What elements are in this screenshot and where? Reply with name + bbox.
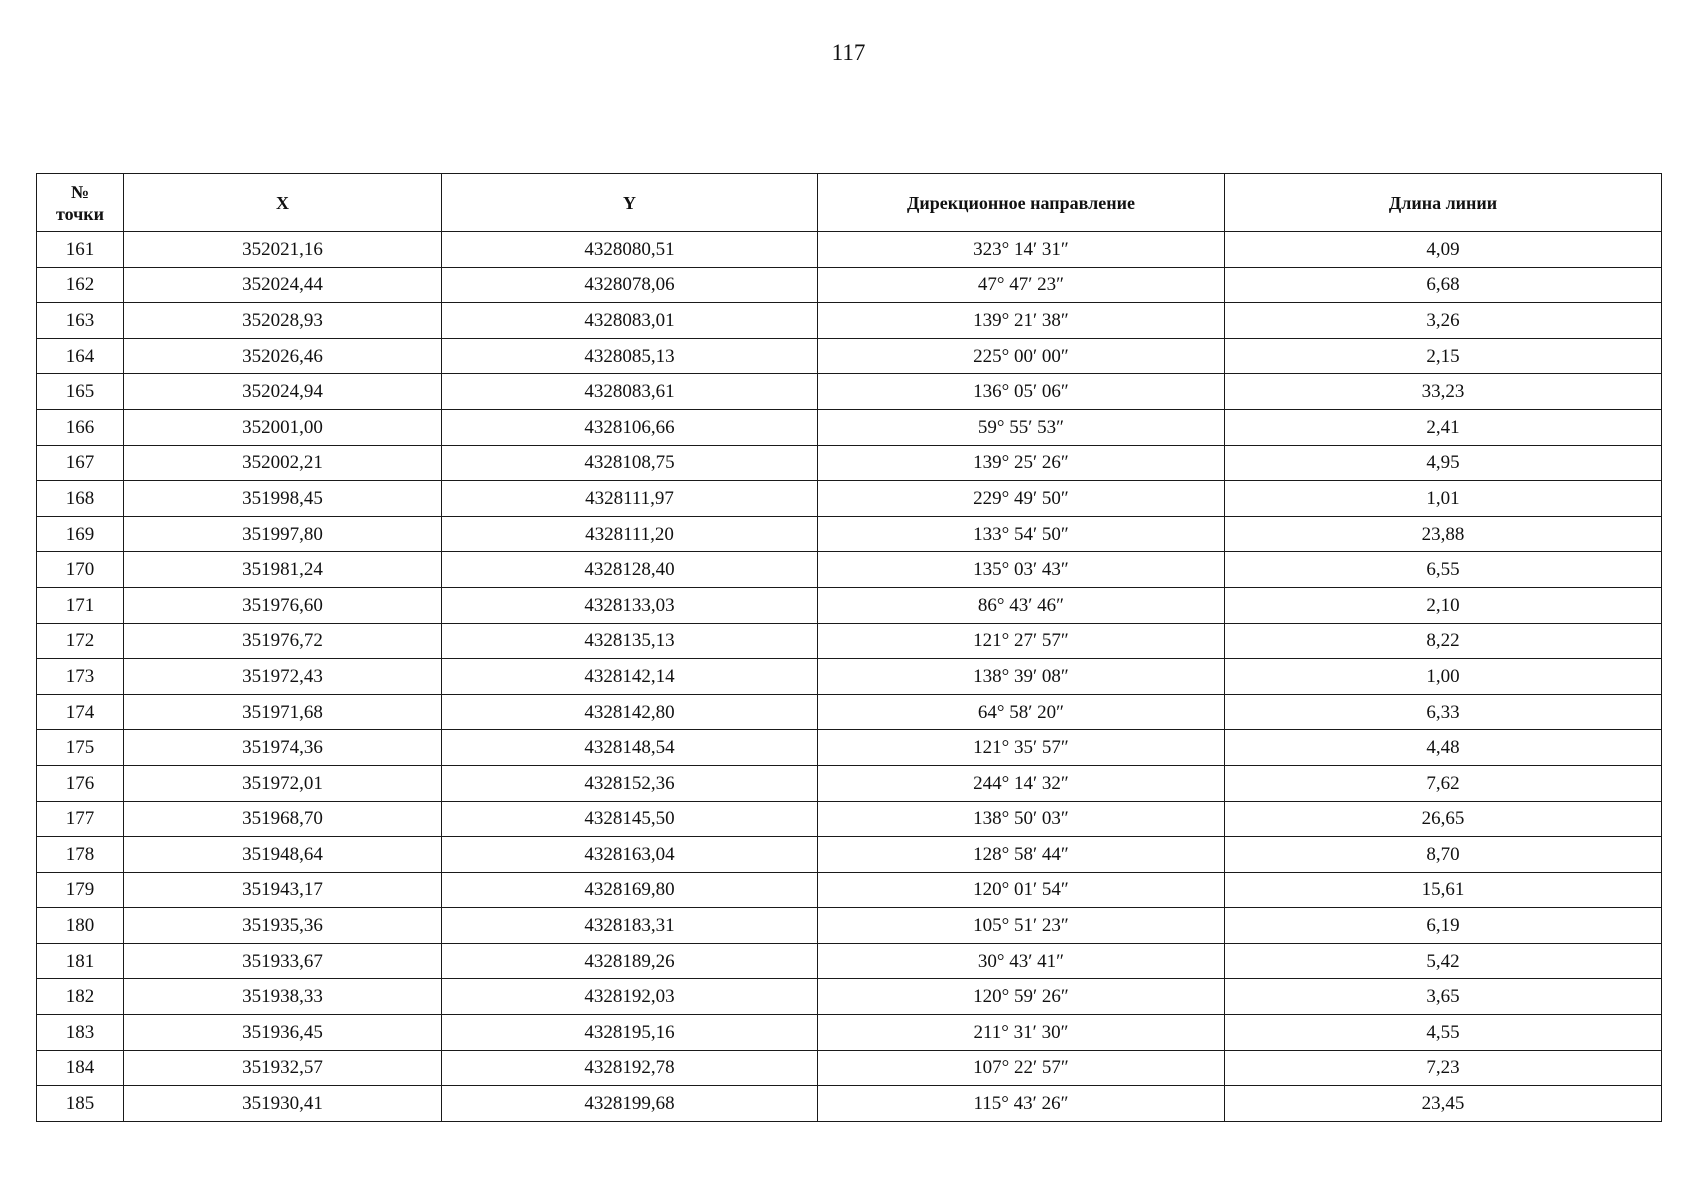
cell-x: 352024,94 [124, 374, 442, 410]
cell-y: 4328163,04 [442, 837, 818, 873]
cell-x: 351998,45 [124, 481, 442, 517]
table-row [37, 587, 1662, 623]
cell-length: 7,23 [1225, 1050, 1662, 1086]
cell-direction: 136° 05′ 06″ [818, 374, 1225, 410]
cell-point-number: 176 [37, 765, 124, 801]
cell-point-number: 162 [37, 267, 124, 303]
cell-direction: 225° 00′ 00″ [818, 338, 1225, 374]
cell-length: 4,48 [1225, 730, 1662, 766]
cell-direction: 64° 58′ 20″ [818, 694, 1225, 730]
cell-length: 7,62 [1225, 765, 1662, 801]
table-row [37, 552, 1662, 588]
cell-direction: 120° 59′ 26″ [818, 979, 1225, 1015]
cell-x: 351971,68 [124, 694, 442, 730]
table-row [37, 730, 1662, 766]
cell-direction: 135° 03′ 43″ [818, 552, 1225, 588]
cell-point-number: 164 [37, 338, 124, 374]
cell-y: 4328195,16 [442, 1015, 818, 1051]
cell-x: 351948,64 [124, 837, 442, 873]
cell-point-number: 171 [37, 587, 124, 623]
table-row [37, 908, 1662, 944]
cell-length: 1,00 [1225, 659, 1662, 695]
cell-x: 351943,17 [124, 872, 442, 908]
cell-length: 3,65 [1225, 979, 1662, 1015]
cell-x: 351976,60 [124, 587, 442, 623]
cell-y: 4328192,03 [442, 979, 818, 1015]
cell-x: 351933,67 [124, 943, 442, 979]
cell-direction: 138° 50′ 03″ [818, 801, 1225, 837]
cell-y: 4328142,14 [442, 659, 818, 695]
cell-point-number: 182 [37, 979, 124, 1015]
cell-y: 4328152,36 [442, 765, 818, 801]
header-point-number: № точки [37, 174, 124, 232]
cell-point-number: 166 [37, 409, 124, 445]
cell-direction: 115° 43′ 26″ [818, 1086, 1225, 1122]
table-row [37, 943, 1662, 979]
cell-y: 4328169,80 [442, 872, 818, 908]
table-row [37, 303, 1662, 339]
cell-x: 351935,36 [124, 908, 442, 944]
table-row [37, 1086, 1662, 1122]
table-row [37, 979, 1662, 1015]
table-row [37, 374, 1662, 410]
cell-y: 4328189,26 [442, 943, 818, 979]
cell-y: 4328192,78 [442, 1050, 818, 1086]
cell-length: 5,42 [1225, 943, 1662, 979]
cell-y: 4328142,80 [442, 694, 818, 730]
cell-point-number: 185 [37, 1086, 124, 1122]
header-length: Длина линии [1225, 174, 1662, 232]
cell-length: 23,88 [1225, 516, 1662, 552]
table-row [37, 659, 1662, 695]
cell-x: 351932,57 [124, 1050, 442, 1086]
cell-length: 15,61 [1225, 872, 1662, 908]
cell-length: 23,45 [1225, 1086, 1662, 1122]
cell-length: 6,33 [1225, 694, 1662, 730]
cell-y: 4328148,54 [442, 730, 818, 766]
cell-x: 351930,41 [124, 1086, 442, 1122]
header-x: X [124, 174, 442, 232]
cell-point-number: 168 [37, 481, 124, 517]
cell-direction: 30° 43′ 41″ [818, 943, 1225, 979]
cell-length: 26,65 [1225, 801, 1662, 837]
cell-y: 4328083,61 [442, 374, 818, 410]
table-row [37, 1050, 1662, 1086]
cell-point-number: 169 [37, 516, 124, 552]
cell-length: 4,55 [1225, 1015, 1662, 1051]
cell-direction: 120° 01′ 54″ [818, 872, 1225, 908]
table-row [37, 267, 1662, 303]
cell-point-number: 165 [37, 374, 124, 410]
cell-y: 4328128,40 [442, 552, 818, 588]
cell-direction: 121° 27′ 57″ [818, 623, 1225, 659]
cell-point-number: 174 [37, 694, 124, 730]
cell-y: 4328085,13 [442, 338, 818, 374]
cell-y: 4328083,01 [442, 303, 818, 339]
cell-y: 4328078,06 [442, 267, 818, 303]
table-row [37, 409, 1662, 445]
cell-y: 4328111,20 [442, 516, 818, 552]
page-number: 117 [831, 40, 866, 65]
table-header-row [37, 174, 1662, 232]
cell-x: 351972,43 [124, 659, 442, 695]
table-body [37, 232, 1662, 1122]
cell-direction: 139° 21′ 38″ [818, 303, 1225, 339]
cell-direction: 47° 47′ 23″ [818, 267, 1225, 303]
cell-y: 4328133,03 [442, 587, 818, 623]
cell-length: 33,23 [1225, 374, 1662, 410]
cell-length: 1,01 [1225, 481, 1662, 517]
cell-direction: 244° 14′ 32″ [818, 765, 1225, 801]
cell-x: 351976,72 [124, 623, 442, 659]
cell-point-number: 179 [37, 872, 124, 908]
cell-x: 352001,00 [124, 409, 442, 445]
cell-y: 4328199,68 [442, 1086, 818, 1122]
cell-length: 3,26 [1225, 303, 1662, 339]
cell-length: 6,68 [1225, 267, 1662, 303]
cell-point-number: 173 [37, 659, 124, 695]
table-row [37, 872, 1662, 908]
cell-point-number: 172 [37, 623, 124, 659]
cell-x: 351968,70 [124, 801, 442, 837]
table-row [37, 694, 1662, 730]
cell-y: 4328145,50 [442, 801, 818, 837]
cell-direction: 138° 39′ 08″ [818, 659, 1225, 695]
cell-y: 4328111,97 [442, 481, 818, 517]
cell-x: 351981,24 [124, 552, 442, 588]
table-row [37, 516, 1662, 552]
cell-point-number: 163 [37, 303, 124, 339]
cell-x: 352024,44 [124, 267, 442, 303]
cell-direction: 133° 54′ 50″ [818, 516, 1225, 552]
cell-x: 351972,01 [124, 765, 442, 801]
cell-length: 2,41 [1225, 409, 1662, 445]
cell-direction: 59° 55′ 53″ [818, 409, 1225, 445]
cell-point-number: 180 [37, 908, 124, 944]
cell-direction: 323° 14′ 31″ [818, 232, 1225, 268]
cell-length: 8,70 [1225, 837, 1662, 873]
cell-x: 351974,36 [124, 730, 442, 766]
cell-point-number: 181 [37, 943, 124, 979]
cell-y: 4328183,31 [442, 908, 818, 944]
cell-direction: 211° 31′ 30″ [818, 1015, 1225, 1051]
table-row [37, 837, 1662, 873]
cell-length: 2,15 [1225, 338, 1662, 374]
cell-length: 2,10 [1225, 587, 1662, 623]
table-row [37, 1015, 1662, 1051]
cell-x: 352028,93 [124, 303, 442, 339]
table-row [37, 338, 1662, 374]
cell-direction: 121° 35′ 57″ [818, 730, 1225, 766]
cell-x: 351938,33 [124, 979, 442, 1015]
cell-direction: 86° 43′ 46″ [818, 587, 1225, 623]
coordinates-table [36, 173, 1662, 1122]
cell-x: 352026,46 [124, 338, 442, 374]
cell-point-number: 175 [37, 730, 124, 766]
cell-direction: 139° 25′ 26″ [818, 445, 1225, 481]
table-row [37, 232, 1662, 268]
cell-point-number: 170 [37, 552, 124, 588]
cell-length: 6,55 [1225, 552, 1662, 588]
cell-x: 352002,21 [124, 445, 442, 481]
cell-point-number: 178 [37, 837, 124, 873]
header-direction: Дирекционное направление [818, 174, 1225, 232]
cell-point-number: 161 [37, 232, 124, 268]
cell-y: 4328108,75 [442, 445, 818, 481]
cell-length: 4,95 [1225, 445, 1662, 481]
cell-direction: 229° 49′ 50″ [818, 481, 1225, 517]
cell-y: 4328106,66 [442, 409, 818, 445]
cell-x: 351997,80 [124, 516, 442, 552]
cell-point-number: 177 [37, 801, 124, 837]
table-row [37, 481, 1662, 517]
cell-x: 351936,45 [124, 1015, 442, 1051]
cell-direction: 107° 22′ 57″ [818, 1050, 1225, 1086]
header-y: Y [442, 174, 818, 232]
cell-y: 4328080,51 [442, 232, 818, 268]
cell-point-number: 167 [37, 445, 124, 481]
cell-y: 4328135,13 [442, 623, 818, 659]
cell-length: 6,19 [1225, 908, 1662, 944]
cell-point-number: 183 [37, 1015, 124, 1051]
cell-direction: 105° 51′ 23″ [818, 908, 1225, 944]
table-row [37, 765, 1662, 801]
table-row [37, 623, 1662, 659]
cell-point-number: 184 [37, 1050, 124, 1086]
cell-x: 352021,16 [124, 232, 442, 268]
table-row [37, 801, 1662, 837]
cell-length: 4,09 [1225, 232, 1662, 268]
table-row [37, 445, 1662, 481]
cell-length: 8,22 [1225, 623, 1662, 659]
cell-direction: 128° 58′ 44″ [818, 837, 1225, 873]
